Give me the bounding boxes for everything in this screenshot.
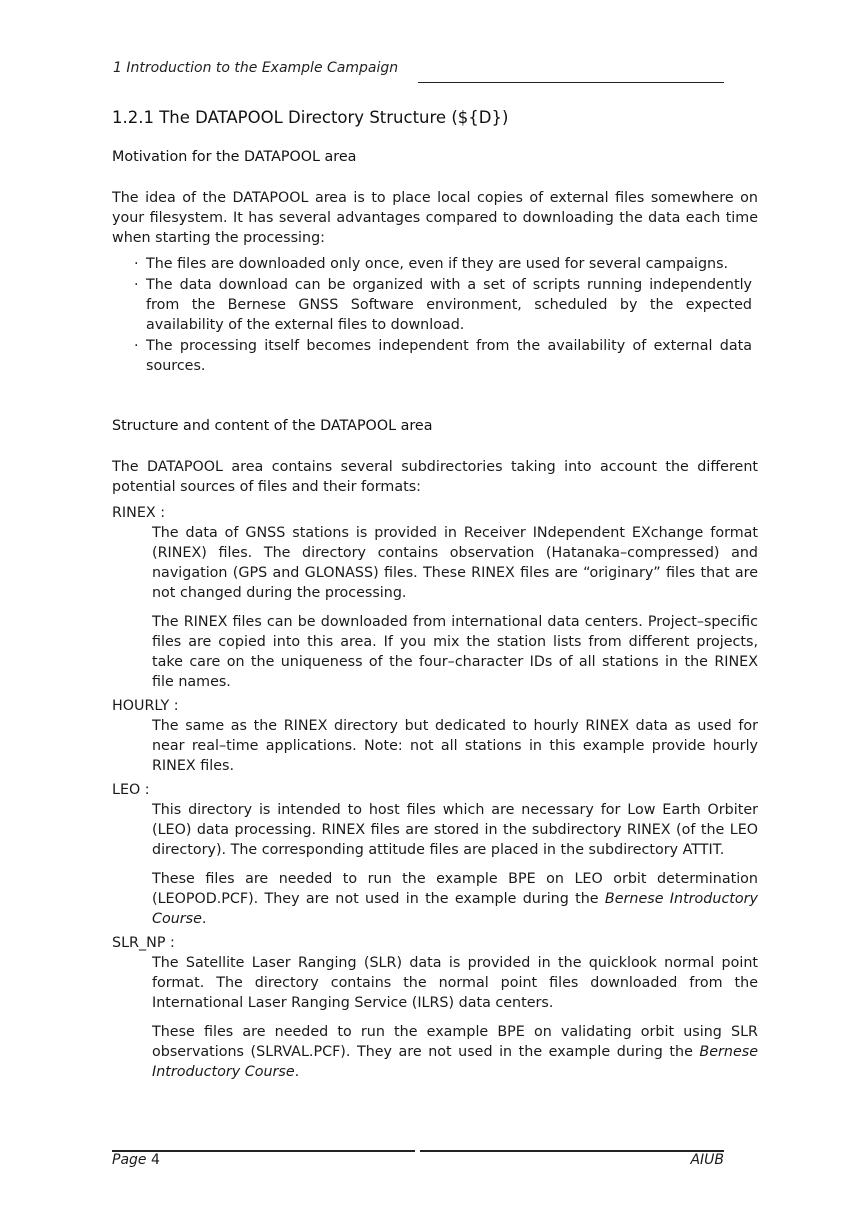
description-paragraph: [152, 1022, 758, 1082]
bullet-item: · The data download can be organized with a set of scripts running independently from the Bernese GNSS Software environment, scheduled by the expected availability of the external files to download.: [132, 275, 758, 335]
term-hourly-description: [152, 716, 758, 776]
description-paragraph: The RINEX files can be downloaded from international data centers. Project–specific files are copied into this area. If you mix the station lists from different projects, take care on the uniqueness of the four–character IDs of all stations in the RINEX file names.: [152, 614, 758, 690]
term-rinex: RINEX :: [112, 505, 166, 521]
section-heading: 1.2.1 The DATAPOOL Directory Structure (${D}): [112, 108, 509, 127]
description-paragraph: [152, 869, 758, 929]
motivation-bullet-list: [112, 254, 758, 376]
term-leo: LEO :: [112, 782, 150, 798]
bullet-item: · The files are downloaded only once, even if they are used for several campaigns.: [132, 254, 758, 274]
description-paragraph: The same as the RINEX directory but dedicated to hourly RINEX data as used for near real–time applications. Note: not all stations in this example provide hourly RINEX files.: [152, 718, 758, 774]
footer-organization: AIUB: [690, 1152, 724, 1168]
bullet-item: · The processing itself becomes independent from the availability of external data sources.: [132, 336, 758, 376]
page-word: Page: [112, 1152, 147, 1168]
term-rinex-description: [152, 523, 758, 692]
description-paragraph: The data of GNSS stations is provided in Receiver INdependent EXchange format (RINEX) files. The directory contains observation (Hatanaka–compressed) and navigation (GPS and GLONASS) files. These RINEX files are “originary” files that are not changed during the processing.: [152, 525, 758, 601]
text-run: These files are needed to run the example BPE on validating orbit using SLR observations (SLRVAL.PCF). They are not used in the example during the: [152, 1024, 758, 1060]
running-header: [113, 60, 724, 76]
course-name: Bernese Introductory Course: [152, 891, 758, 927]
text-run: .: [201, 911, 207, 927]
running-header-title: 1 Introduction to the Example Campaign: [113, 60, 399, 76]
text-run: .: [294, 1064, 300, 1080]
structure-intro: The DATAPOOL area contains several subdirectories taking into account the different potential sources of files and their formats:: [112, 459, 758, 495]
directory-term-list: [112, 503, 758, 1082]
term-slr-np-description: [152, 953, 758, 1082]
motivation-heading: Motivation for the DATAPOOL area: [112, 149, 357, 165]
text-run: These files are needed to run the example BPE on LEO orbit determination (LEOPOD.PCF). They are not used in the example during the: [152, 871, 758, 907]
term-hourly: HOURLY :: [112, 698, 179, 714]
page-content: [112, 108, 758, 1086]
page-number-value: 4: [150, 1152, 160, 1168]
motivation-intro: The idea of the DATAPOOL area is to place local copies of external files somewhere on your filesystem. It has several advantages compared to downloading the data each time when starting the processing:: [112, 190, 758, 246]
description-paragraph: This directory is intended to host files which are necessary for Low Earth Orbiter (LEO) data processing. RINEX files are stored in the subdirectory RINEX (of the LEO directory). The corresponding attitude files are placed in the subdirectory ATTIT.: [152, 802, 758, 858]
description-paragraph: The Satellite Laser Ranging (SLR) data is provided in the quicklook normal point format. The directory contains the normal point files downloaded from the International Laser Ranging Service (ILRS) data centers.: [152, 955, 758, 1011]
term-slr-np: SLR_NP :: [112, 935, 175, 951]
course-name: Bernese Introductory Course: [152, 1044, 758, 1080]
structure-heading: Structure and content of the DATAPOOL area: [112, 418, 433, 434]
footer-rule-right: [420, 1150, 724, 1152]
page-number: [112, 1152, 160, 1168]
term-leo-description: [152, 800, 758, 929]
header-rule: [418, 82, 724, 83]
